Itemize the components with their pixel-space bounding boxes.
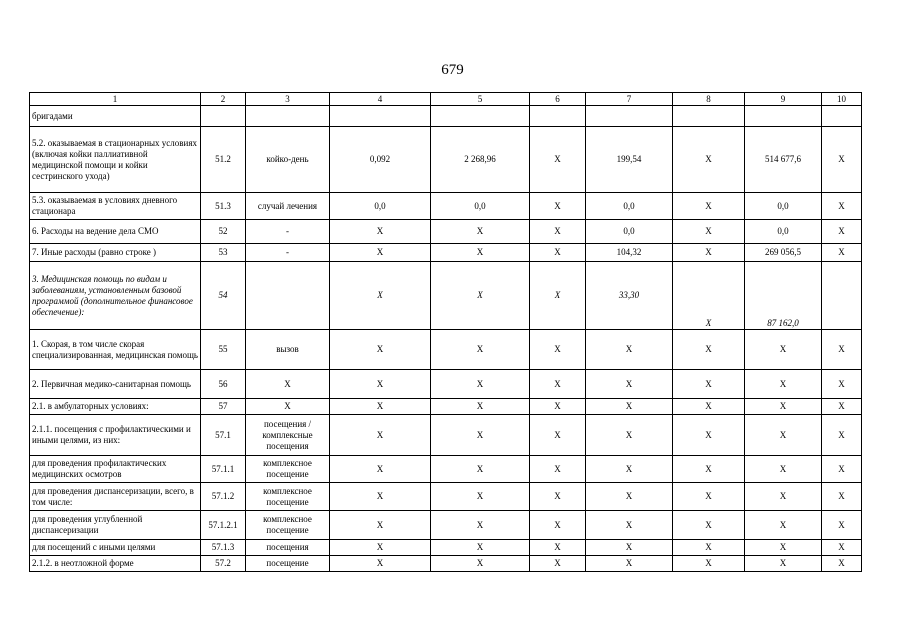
table-cell: Х [673,415,745,456]
table-cell: 52 [201,220,246,244]
table-cell: Х [586,483,673,511]
table-cell [530,106,586,127]
table-cell [745,106,822,127]
table-row [30,483,862,511]
table-cell: Х [745,511,822,540]
table-cell: Х [330,370,431,399]
table-row [30,193,862,220]
table-cell: Х [822,556,862,572]
table-cell: Х [822,244,862,262]
table-cell [246,106,330,127]
table-cell: посещения / комплексные посещения [246,415,330,456]
column-number: 5 [431,93,530,106]
table-cell: Х [530,540,586,556]
table-cell [201,106,246,127]
table-cell: Х [246,370,330,399]
table-cell: Х [431,415,530,456]
table-cell: 0,0 [431,193,530,220]
table-cell: Х [431,540,530,556]
table-cell: 2 268,96 [431,127,530,193]
table-cell: 2.1.2. в неотложной форме [30,556,201,572]
table-cell: Х [586,511,673,540]
table-row [30,415,862,456]
table-cell: посещение [246,556,330,572]
table-cell: Х [530,456,586,483]
table-cell: 0,0 [330,193,431,220]
table-cell: 0,0 [586,220,673,244]
table-cell: Х [673,483,745,511]
table-cell: Х [530,483,586,511]
table-cell: 104,32 [586,244,673,262]
table-cell: Х [673,127,745,193]
table-cell: 57.1.2 [201,483,246,511]
table-row [30,220,862,244]
table-cell [673,106,745,127]
table-cell: Х [431,556,530,572]
table-row [30,330,862,370]
table-cell: Х [822,330,862,370]
table-cell: 57.1 [201,415,246,456]
table-cell: Х [673,399,745,415]
header-row [30,93,862,106]
table-cell: Х [745,540,822,556]
table-cell: Х [330,330,431,370]
table-cell: 87 162,0 [745,262,822,330]
table-cell: Х [330,511,431,540]
table-cell: 0,0 [586,193,673,220]
table-cell: посещения [246,540,330,556]
table-cell: - [246,220,330,244]
table-cell: Х [745,370,822,399]
table-cell: Х [530,511,586,540]
table-cell: Х [431,399,530,415]
table-cell: Х [586,330,673,370]
table-cell: 57.1.1 [201,456,246,483]
table-cell: Х [330,399,431,415]
table-cell: 2.1.1. посещения с профилактическими и иными целями, из них: [30,415,201,456]
table-cell: Х [586,540,673,556]
table-cell: Х [330,556,431,572]
table-cell: Х [530,220,586,244]
table-row [30,106,862,127]
table-row [30,556,862,572]
table-row [30,127,862,193]
table-cell: Х [530,127,586,193]
column-number: 8 [673,93,745,106]
table-cell: Х [530,193,586,220]
table-cell: 57 [201,399,246,415]
table-cell: Х [431,511,530,540]
table-cell: 514 677,6 [745,127,822,193]
table-cell: Х [673,330,745,370]
column-number: 10 [822,93,862,106]
table-cell: комплексное посещение [246,483,330,511]
table-cell: Х [330,262,431,330]
table-cell: 33,30 [586,262,673,330]
table-cell: Х [431,244,530,262]
table-cell: Х [586,415,673,456]
table-cell: Х [431,262,530,330]
table-cell: Х [673,220,745,244]
table-cell: 6. Расходы на ведение дела СМО [30,220,201,244]
table-cell: 57.2 [201,556,246,572]
table-cell: Х [530,556,586,572]
table-cell: 2. Первичная медико-санитарная помощь [30,370,201,399]
column-number: 3 [246,93,330,106]
table-cell: Х [673,511,745,540]
table-cell: 51.2 [201,127,246,193]
table-cell: 2.1. в амбулаторных условиях: [30,399,201,415]
table-cell: комплексное посещение [246,511,330,540]
table-cell: Х [586,399,673,415]
table-row [30,540,862,556]
table-cell: 0,092 [330,127,431,193]
table-cell: 54 [201,262,246,330]
column-number: 1 [30,93,201,106]
table-cell: Х [586,556,673,572]
table-cell: Х [431,456,530,483]
table-cell: Х [822,399,862,415]
table-cell: Х [673,193,745,220]
table-cell: для проведения углубленной диспансеризации [30,511,201,540]
table-cell: Х [330,540,431,556]
table-cell: Х [822,193,862,220]
table-cell: для посещений с иными целями [30,540,201,556]
table-cell: Х [530,244,586,262]
table-cell: Х [530,330,586,370]
table-cell: бригадами [30,106,201,127]
table-cell: 0,0 [745,220,822,244]
table-cell [586,106,673,127]
column-number: 6 [530,93,586,106]
table-cell: - [246,244,330,262]
table-cell: 269 056,5 [745,244,822,262]
table-cell: Х [745,415,822,456]
table-cell: Х [673,262,745,330]
table-cell: Х [431,220,530,244]
table-cell: 53 [201,244,246,262]
table-cell: Х [822,220,862,244]
table-row [30,511,862,540]
table-cell: 3. Медицинская помощь по видам и заболеваниям, установленным базовой программой (дополнительное финансовое обеспечение): [30,262,201,330]
page-number: 679 [441,62,464,78]
table-cell [822,106,862,127]
table-cell: для проведения диспансеризации, всего, в том числе: [30,483,201,511]
table-cell: Х [586,370,673,399]
table-cell: 57.1.3 [201,540,246,556]
table-cell [246,262,330,330]
table-cell: 55 [201,330,246,370]
table-row [30,456,862,483]
table-cell: Х [330,415,431,456]
table-cell [431,106,530,127]
table-cell: Х [822,127,862,193]
data-table [29,92,862,572]
table-cell: Х [673,456,745,483]
table-cell: 57.1.2.1 [201,511,246,540]
table-cell: 7. Иные расходы (равно строке ) [30,244,201,262]
table-cell: Х [822,415,862,456]
table-cell [822,262,862,330]
table-row [30,370,862,399]
table-row [30,399,862,415]
table-cell: 56 [201,370,246,399]
table-cell: для проведения профилактических медицинских осмотров [30,456,201,483]
table-row [30,244,862,262]
table-cell: Х [330,244,431,262]
table-cell: Х [822,483,862,511]
table-row [30,262,862,330]
table-cell: 5.3. оказываемая в условиях дневного стационара [30,193,201,220]
table-cell: Х [330,456,431,483]
table-cell: Х [673,540,745,556]
table-cell: Х [673,244,745,262]
table-cell: Х [246,399,330,415]
table-cell: Х [822,540,862,556]
table-cell: койко-день [246,127,330,193]
table-cell: комплексное посещение [246,456,330,483]
table-cell [330,106,431,127]
table-cell: Х [530,415,586,456]
column-number: 9 [745,93,822,106]
table-cell: Х [822,370,862,399]
table-cell: 51.3 [201,193,246,220]
table-cell: Х [673,370,745,399]
table-cell: Х [330,220,431,244]
table-cell: Х [745,456,822,483]
table-cell: Х [745,483,822,511]
table-cell: Х [822,456,862,483]
table-cell: Х [673,556,745,572]
table-cell: 199,54 [586,127,673,193]
column-number: 2 [201,93,246,106]
table-cell: Х [330,483,431,511]
table-cell: 1. Скорая, в том числе скорая специализированная, медицинская помощь [30,330,201,370]
table-cell: Х [745,399,822,415]
table-cell: Х [431,330,530,370]
table-cell: Х [431,370,530,399]
table-cell: Х [822,511,862,540]
table-cell: Х [586,456,673,483]
column-number: 7 [586,93,673,106]
table-cell: Х [530,370,586,399]
table-cell: случай лечения [246,193,330,220]
table-cell: вызов [246,330,330,370]
table-cell: Х [745,330,822,370]
table-cell: Х [431,483,530,511]
table-cell: 5.2. оказываемая в стационарных условиях (включая койки паллиативной медицинской помощи и койки сестринского ухода) [30,127,201,193]
table-cell: Х [745,556,822,572]
table-cell: Х [530,399,586,415]
table-cell: Х [530,262,586,330]
table-cell: 0,0 [745,193,822,220]
column-number: 4 [330,93,431,106]
